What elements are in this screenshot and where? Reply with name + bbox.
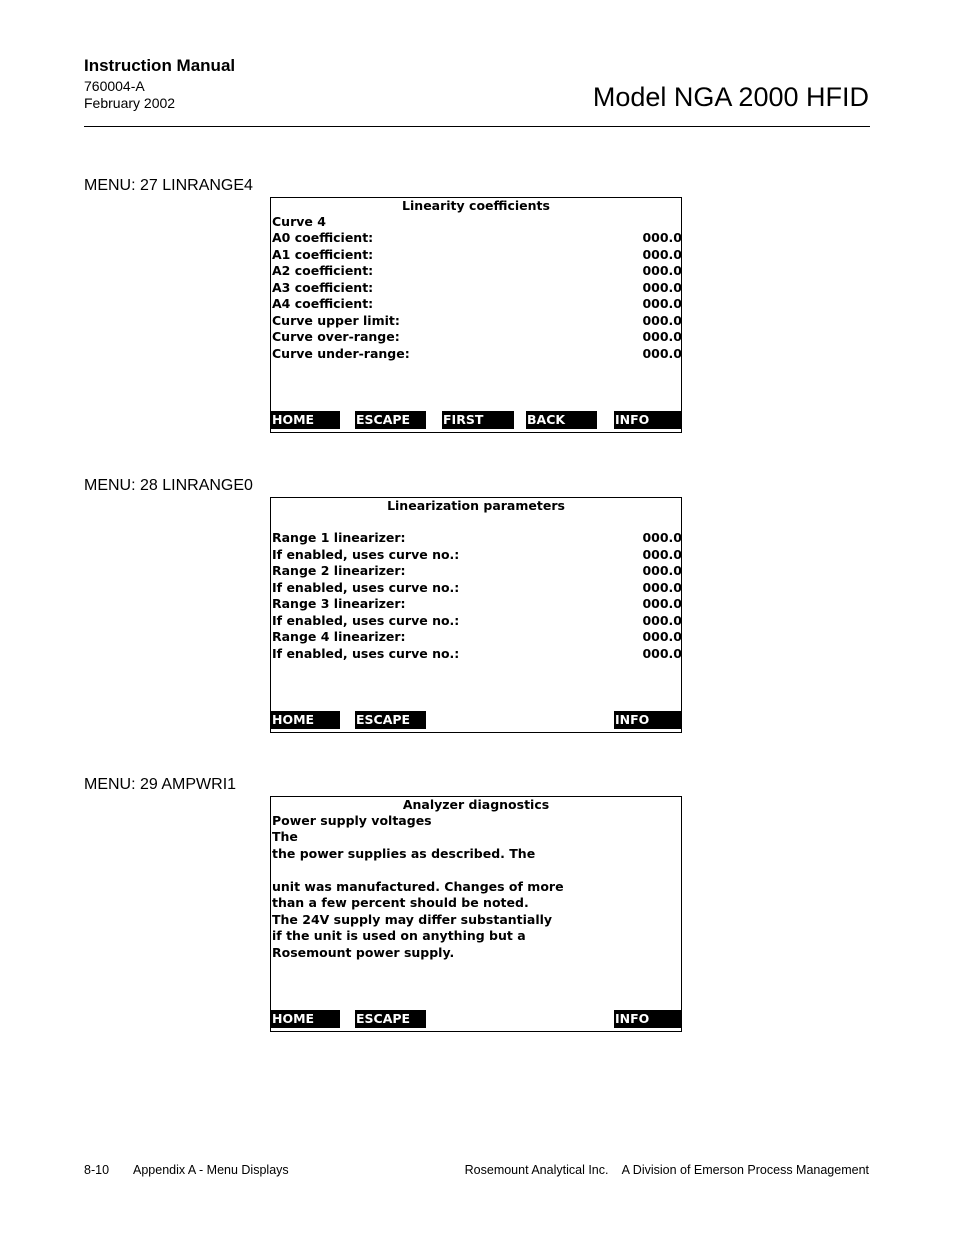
row-range3-curve[interactable]: [272, 612, 681, 629]
row-value[interactable]: 000.0: [642, 296, 682, 311]
text-line: Rosemount power supply.: [272, 945, 455, 960]
screen-title: Linearization parameters: [387, 498, 565, 513]
row-label: A2 coefficient:: [272, 263, 374, 278]
row-value[interactable]: 000.0: [642, 530, 682, 545]
row-label: A4 coefficient:: [272, 296, 374, 311]
row-value[interactable]: 000.0: [642, 346, 682, 361]
doc-number: 760004-A: [84, 78, 145, 94]
footer-company: Rosemount Analytical Inc. A Division of Emerson Process Management: [464, 1163, 869, 1177]
escape-button[interactable]: ESCAPE: [355, 1010, 426, 1028]
row-range4-linearizer[interactable]: [272, 628, 681, 645]
row-range2-linearizer[interactable]: [272, 562, 681, 579]
text-line: The: [272, 829, 298, 844]
doc-date: February 2002: [84, 95, 176, 111]
manual-title: Instruction Manual: [84, 56, 236, 75]
row-label: Range 3 linearizer:: [272, 596, 406, 611]
menu-27-screen: [270, 197, 682, 433]
info-button[interactable]: INFO: [614, 711, 682, 729]
back-button[interactable]: BACK: [526, 411, 597, 429]
row-value[interactable]: 000.0: [642, 596, 682, 611]
row-range1-curve[interactable]: [272, 546, 681, 563]
row-range3-linearizer[interactable]: [272, 595, 681, 612]
row-range1-linearizer[interactable]: [272, 529, 681, 546]
row-upper-limit[interactable]: [272, 312, 681, 329]
menu-27-label: MENU: 27 LINRANGE4: [84, 177, 253, 194]
row-label: A0 coefficient:: [272, 230, 374, 245]
row-value[interactable]: 000.0: [642, 563, 682, 578]
row-label: Range 2 linearizer:: [272, 563, 406, 578]
text-line: than a few percent should be noted.: [272, 895, 529, 910]
text-line: if the unit is used on anything but a: [272, 928, 526, 943]
row-over-range[interactable]: [272, 328, 681, 345]
row-value[interactable]: 000.0: [642, 247, 682, 262]
row-a4[interactable]: [272, 295, 681, 312]
text-line: Power supply voltages: [272, 813, 432, 828]
home-button[interactable]: HOME: [271, 711, 340, 729]
row-value[interactable]: 000.0: [642, 263, 682, 278]
text-line: The 24V supply may differ substantially: [272, 912, 553, 927]
row-range4-curve[interactable]: [272, 645, 681, 662]
menu-28-label: MENU: 28 LINRANGE0: [84, 477, 253, 494]
row-label: A1 coefficient:: [272, 247, 374, 262]
menu-28-screen: [270, 497, 682, 733]
row-value[interactable]: 000.0: [642, 646, 682, 661]
screen-title: Analyzer diagnostics: [402, 797, 550, 812]
text-line: [272, 861, 681, 878]
row-value[interactable]: 000.0: [642, 613, 682, 628]
home-button[interactable]: HOME: [271, 1010, 340, 1028]
row-value[interactable]: 000.0: [642, 230, 682, 245]
info-button[interactable]: INFO: [614, 411, 682, 429]
info-button[interactable]: INFO: [614, 1010, 682, 1028]
page-number: 8-10: [84, 1163, 110, 1177]
row-a1[interactable]: [272, 246, 681, 263]
row-label: If enabled, uses curve no.:: [272, 613, 460, 628]
row-label: Range 4 linearizer:: [272, 629, 406, 644]
header-divider: [84, 126, 870, 127]
row-range2-curve[interactable]: [272, 579, 681, 596]
screen-title: Linearity coefficients: [402, 198, 550, 213]
text-line: the power supplies as described. The: [272, 846, 536, 861]
row-value[interactable]: 000.0: [642, 280, 682, 295]
row-a2[interactable]: [272, 262, 681, 279]
escape-button[interactable]: ESCAPE: [355, 411, 426, 429]
footer-section: Appendix A - Menu Displays: [133, 1163, 289, 1177]
escape-button[interactable]: ESCAPE: [355, 711, 426, 729]
row-value[interactable]: 000.0: [642, 313, 682, 328]
row-value[interactable]: 000.0: [642, 329, 682, 344]
row-label: Curve upper limit:: [272, 313, 400, 328]
row-under-range[interactable]: [272, 345, 681, 362]
row-label: If enabled, uses curve no.:: [272, 580, 460, 595]
row-label: If enabled, uses curve no.:: [272, 547, 460, 562]
first-button[interactable]: FIRST: [442, 411, 514, 429]
row-a0[interactable]: [272, 229, 681, 246]
home-button[interactable]: HOME: [271, 411, 340, 429]
row-label: Range 1 linearizer:: [272, 530, 406, 545]
row-value[interactable]: 000.0: [642, 580, 682, 595]
row-label: Curve under-range:: [272, 346, 410, 361]
row-label: Curve 4: [272, 214, 326, 229]
row-value[interactable]: 000.0: [642, 547, 682, 562]
row-curve: [272, 213, 681, 230]
row-a3[interactable]: [272, 279, 681, 296]
row-label: If enabled, uses curve no.:: [272, 646, 460, 661]
row-label: Curve over-range:: [272, 329, 400, 344]
menu-29-screen: [270, 796, 682, 1032]
menu-29-label: MENU: 29 AMPWRI1: [84, 776, 237, 793]
row-value[interactable]: 000.0: [642, 629, 682, 644]
text-line: unit was manufactured. Changes of more: [272, 879, 564, 894]
row-label: A3 coefficient:: [272, 280, 374, 295]
model-title: Model NGA 2000 HFID: [592, 82, 869, 112]
